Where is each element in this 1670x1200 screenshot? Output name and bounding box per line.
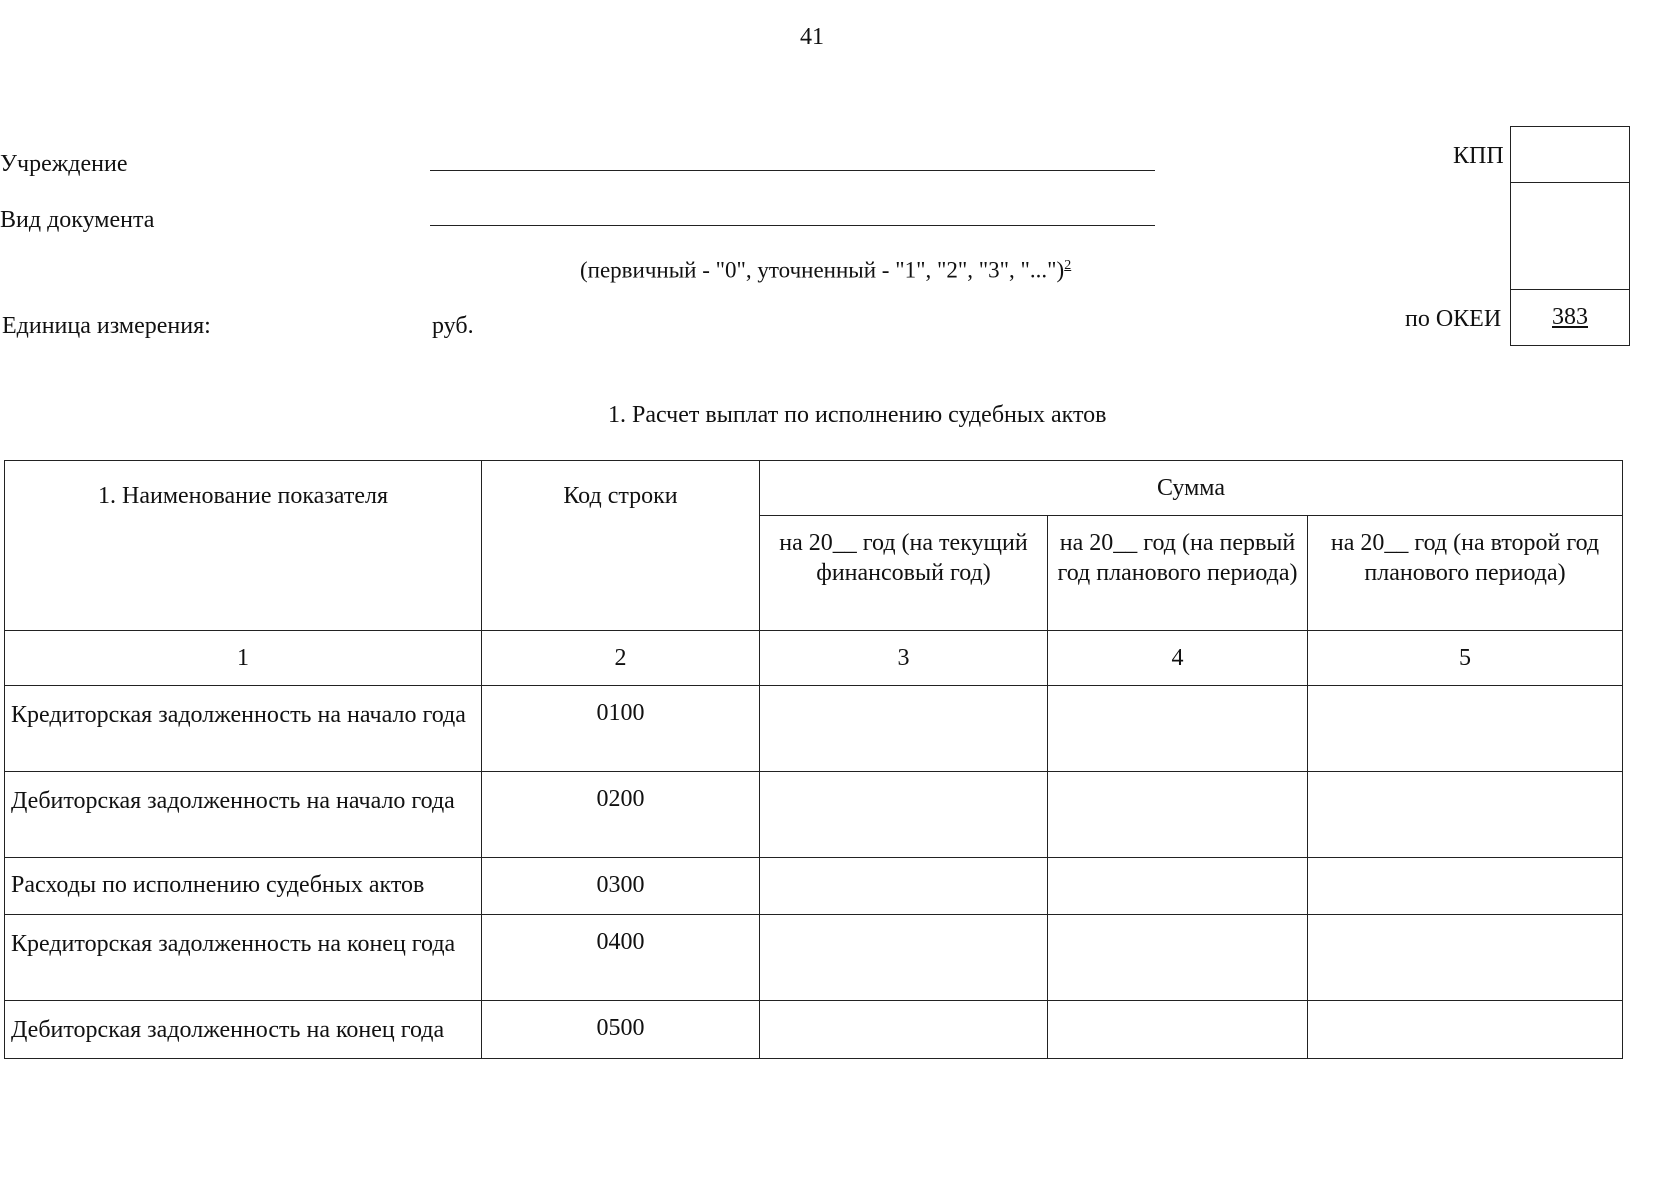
row-name: Дебиторская задолженность на конец года (5, 1001, 482, 1059)
row-code: 0100 (482, 686, 760, 772)
row-name: Дебиторская задолженность на начало года (5, 772, 482, 858)
unit-label: Единица измерения: (2, 313, 211, 339)
cell-sum-first[interactable] (1048, 858, 1308, 915)
table-row (5, 686, 1623, 772)
row-code: 0200 (482, 772, 760, 858)
col-number: 3 (760, 631, 1048, 686)
cell-sum-first[interactable] (1048, 915, 1308, 1001)
kpp-label: КПП (1453, 143, 1504, 169)
table-row (5, 915, 1623, 1001)
header-sum-first: на 20__ год (на первый год планового периода) (1048, 516, 1308, 631)
doc-type-field[interactable] (430, 225, 1155, 226)
doc-code-box[interactable] (1510, 182, 1630, 290)
header-name: 1. Наименование показателя (5, 461, 482, 631)
col-number: 1 (5, 631, 482, 686)
okei-value: 383 (1552, 304, 1588, 330)
payments-table (4, 460, 1623, 1059)
cell-sum-second[interactable] (1308, 858, 1623, 915)
cell-sum-first[interactable] (1048, 1001, 1308, 1059)
doc-type-label: Вид документа (0, 207, 155, 233)
row-code: 0500 (482, 1001, 760, 1059)
row-code: 0400 (482, 915, 760, 1001)
okei-box (1510, 289, 1630, 346)
row-name: Кредиторская задолженность на конец года (5, 915, 482, 1001)
cell-sum-first[interactable] (1048, 686, 1308, 772)
section-title: 1. Расчет выплат по исполнению судебных актов (608, 402, 1107, 428)
row-code: 0300 (482, 858, 760, 915)
doc-type-note: (первичный - "0", уточненный - "1", "2", "3", "...")$^2$ (580, 257, 1072, 283)
footnote-ref: 2 (1064, 258, 1072, 273)
institution-label: Учреждение (0, 151, 128, 177)
cell-sum-current[interactable] (760, 915, 1048, 1001)
cell-sum-second[interactable] (1308, 915, 1623, 1001)
col-number: 2 (482, 631, 760, 686)
col-number: 5 (1308, 631, 1623, 686)
header-sum-current: на 20__ год (на текущий финансовый год) (760, 516, 1048, 631)
header-sum: Сумма (760, 461, 1623, 516)
table-row (5, 1001, 1623, 1059)
cell-sum-second[interactable] (1308, 686, 1623, 772)
header-sum-second: на 20__ год (на второй год планового периода) (1308, 516, 1623, 631)
cell-sum-second[interactable] (1308, 1001, 1623, 1059)
row-name: Расходы по исполнению судебных актов (5, 858, 482, 915)
kpp-box[interactable] (1510, 126, 1630, 183)
col-number: 4 (1048, 631, 1308, 686)
cell-sum-current[interactable] (760, 1001, 1048, 1059)
row-name: Кредиторская задолженность на начало года (5, 686, 482, 772)
cell-sum-current[interactable] (760, 858, 1048, 915)
table-row (5, 772, 1623, 858)
cell-sum-current[interactable] (760, 686, 1048, 772)
table-row (5, 858, 1623, 915)
cell-sum-current[interactable] (760, 772, 1048, 858)
page-number: 41 (800, 24, 824, 50)
institution-field[interactable] (430, 170, 1155, 171)
header-code: Код строки (482, 461, 760, 631)
cell-sum-second[interactable] (1308, 772, 1623, 858)
okei-label: по ОКЕИ (1405, 306, 1502, 332)
unit-value: руб. (432, 313, 474, 339)
cell-sum-first[interactable] (1048, 772, 1308, 858)
